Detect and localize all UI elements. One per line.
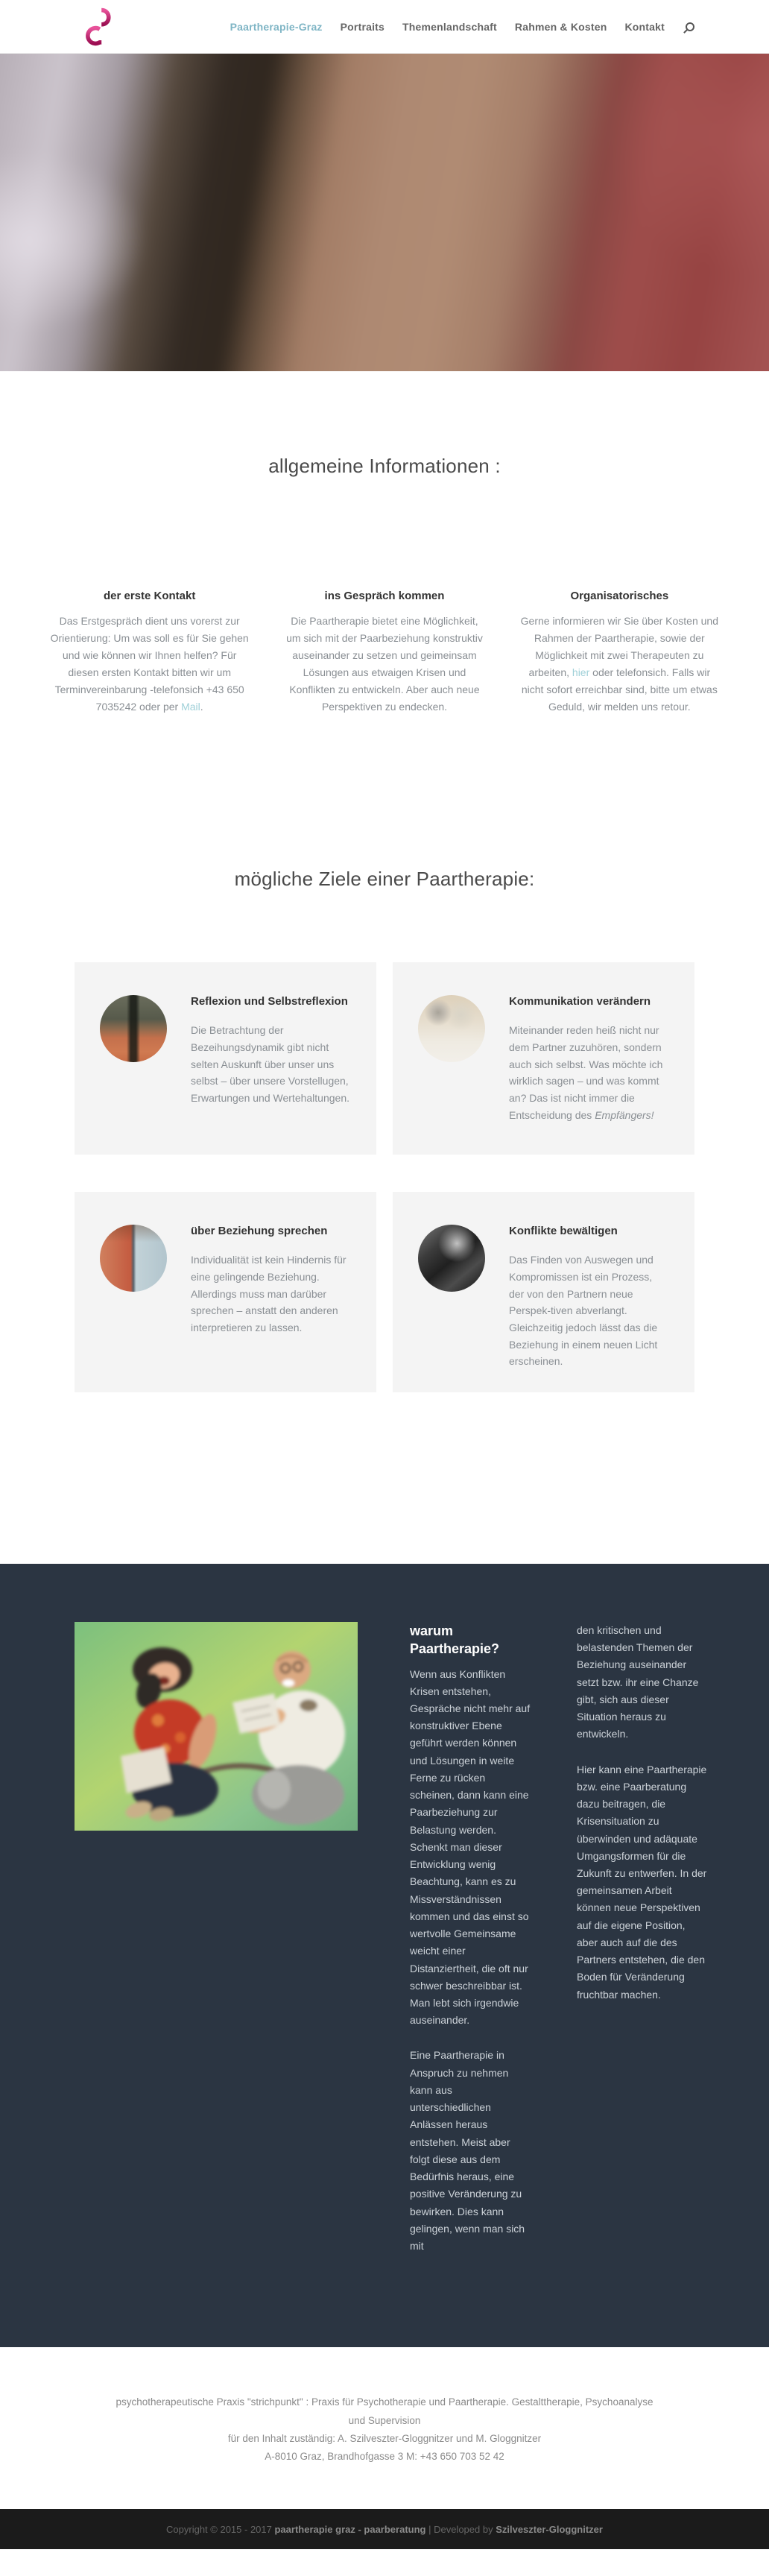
site-logo[interactable] — [78, 6, 114, 48]
info-col-title: der erste Kontakt — [103, 590, 196, 602]
info-section — [0, 371, 769, 716]
card-title: Reflexion und Selbstreflexion — [191, 994, 348, 1008]
copyright-bar — [0, 2509, 769, 2549]
footer-responsible-line: für den Inhalt zuständig: A. Szilveszter-Gloggnitzer und M. Gloggnitzer — [227, 2432, 542, 2444]
card-konflikte — [393, 1192, 694, 1392]
nav-item-paartherapie-graz[interactable]: Paartherapie-Graz — [230, 20, 323, 33]
info-col-text-end: . — [200, 700, 203, 713]
card-text-main: Die Betrachtung der Bezeihungsdynamik gibt nicht selten Auskunft über unser uns selbst – über unsere Vorstellugen, Erwartungen und Wertehaltungen. — [191, 1024, 349, 1104]
why-inner — [75, 1622, 769, 2273]
why-right-paragraph-1: den kritischen und belastenden Themen der Beziehung auseinander setzt bzw. ihr eine Chanze gibt, sich aus dieser Situation heraus zu entwickeln. — [577, 1623, 699, 1740]
mail-link[interactable]: Mail — [181, 700, 200, 713]
info-col-text-end: oder telefonsich. Falls wir nicht sofort erreichbar sind, bitte um etwas Geduld, wir melden uns retour. — [521, 666, 718, 713]
info-col-text-start: Das Erstgespräch dient uns vorerst zur Orientierung: Um was soll es für Sie gehen und wie können wir Ihnen helfen? Für diesen ersten Kontakt bitten wir um Terminvereinbarung -telefonsich +43 650 7035242 oder per — [50, 615, 249, 713]
card-text — [191, 1022, 349, 1106]
split-bedroom-photo — [100, 1225, 167, 1292]
info-col-erster-kontakt — [48, 590, 250, 716]
card-text-main: Miteinander reden heiß nicht nur dem Partner zuzuhören, sondern auch sich selbst. Was möchte ich wirklich sagen – und was kommt an? Das ist nicht immer die Entscheidung des — [509, 1024, 663, 1121]
info-columns — [48, 590, 721, 716]
why-section — [0, 1564, 769, 2347]
hier-link[interactable]: hier — [572, 666, 590, 678]
main-nav — [230, 21, 694, 33]
card-title: Kommunikation verändern — [509, 994, 651, 1008]
copyright-brand: paartherapie graz - paarberatung — [274, 2523, 426, 2535]
nav-item-kontakt[interactable]: Kontakt — [624, 20, 665, 33]
info-section-heading: allgemeine Informationen : — [268, 455, 501, 477]
why-right-paragraph-2: Hier kann eine Paartherapie bzw. eine Paarberatung dazu beitragen, die Krisensituation zu überwinden und adäquate Umgangsformen für die Zukunft zu entwerfen. In der gemeinsamen Arbeit können neue Perspektiven auf die eigene Position, aber auch auf die des Partners entstehen, die den Boden für Veränderung fruchtbar machen. — [577, 1763, 707, 2001]
card-text-italic: Empfängers! — [595, 1108, 654, 1121]
footer-info — [0, 2347, 769, 2509]
nav-item-portraits[interactable]: Portraits — [340, 20, 385, 33]
card-reflexion — [75, 962, 376, 1155]
info-col-ins-gespraech — [283, 590, 485, 716]
footer-practice-line: psychotherapeutische Praxis "strichpunkt" : Praxis für Psychotherapie und Paartherapie. Gestalttherapie, Psychoanalyse und Supervision — [115, 2396, 654, 2426]
card-text — [509, 1251, 668, 1370]
info-col-text — [48, 613, 250, 716]
card-body — [191, 1219, 354, 1336]
info-col-text — [519, 613, 721, 716]
nav-item-themenlandschaft[interactable]: Themenlandschaft — [402, 20, 497, 33]
laughing-couple-painting — [75, 1622, 358, 1831]
card-body — [509, 1219, 672, 1370]
search-icon[interactable] — [686, 22, 694, 31]
grieving-woman-photo — [418, 1225, 485, 1292]
info-col-text — [283, 613, 485, 716]
card-kommunikation — [393, 962, 694, 1155]
card-body — [509, 989, 672, 1124]
card-text-main: Individualität ist kein Hindernis für eine gelingende Beziehung. Allerdings muss man darüber sprechen – anstatt den anderen interpretieren zu lassen. — [191, 1254, 346, 1333]
goals-section — [0, 716, 769, 1392]
card-text — [509, 1022, 668, 1123]
why-column-right — [577, 1622, 708, 2273]
info-col-title: ins Gespräch kommen — [324, 590, 445, 602]
footer-address-line: A-8010 Graz, Brandhofgasse 3 M: +43 650 703 52 42 — [265, 2451, 504, 2463]
strichpunkt-logo-icon — [78, 6, 114, 48]
copyright-author: Szilveszter-Gloggnitzer — [496, 2523, 603, 2535]
hero-blurred-couple-photo — [0, 54, 769, 371]
info-col-title: Organisatorisches — [570, 590, 669, 602]
why-column-left — [410, 1622, 532, 2273]
copyright-prefix: Copyright © 2015 - 2017 — [166, 2523, 275, 2535]
why-left-paragraph-1: Wenn aus Konflikten Krisen entstehen, Gespräche nicht mehr auf konstruktiver Ebene geführt werden können und Lösungen in weite Ferne zu rücken scheinen, dann kann eine Paarbeziehung zur Belastung werden. Schenkt man dieser Entwicklung wenig Beachtung, kann es zu Missverständnissen kommen und das einst so wertvolle Gemeinsame weicht einer Distanziertheit, die oft nur schwer beschreibbar ist. Man lebt sich irgendwie auseinander. — [410, 1667, 531, 2027]
card-body — [191, 989, 354, 1107]
card-title: über Beziehung sprechen — [191, 1224, 328, 1237]
why-heading: warum Paartherapie? — [410, 1623, 500, 1657]
card-text-main: Das Finden von Auswegen und Kompromissen ist ein Prozess, der von den Partnern neue Perspek-tiven abverlangt. Gleichzeitig jedoch lässt das die Beziehung in einem neuen Licht erscheinen. — [509, 1254, 658, 1368]
info-col-organisatorisches — [519, 590, 721, 716]
mirrored-woman-photo — [100, 995, 167, 1062]
card-title: Konflikte bewältigen — [509, 1224, 618, 1237]
copyright-middle: | Developed by — [425, 2523, 496, 2535]
site-header — [0, 0, 769, 54]
elderly-couple-photo — [418, 995, 485, 1062]
info-col-text-start: Die Paartherapie bietet eine Möglichkeit, um sich mit der Paarbeziehung konstruktiv auseinander zu setzen und geimeinsam Lösungen aus etwaigen Krisen und Konflikten zu entwickeln. Aber auch neue Perspektiven zu endecken. — [286, 615, 483, 713]
nav-item-rahmen-kosten[interactable]: Rahmen & Kosten — [514, 20, 607, 33]
card-text — [191, 1251, 349, 1336]
goals-section-heading: mögliche Ziele einer Paartherapie: — [234, 867, 535, 890]
card-beziehung — [75, 1192, 376, 1392]
info-col-text-start: Gerne informieren wir Sie über Kosten und Rahmen der Paartherapie, sowie der Möglichkeit mit zwei Therapeuten zu arbeiten, — [520, 615, 718, 678]
goals-cards-grid — [75, 962, 694, 1392]
why-left-paragraph-2: Eine Paartherapie in Anspruch zu nehmen kann aus unterschiedlichen Anlässen heraus entstehen. Meist aber folgt diese aus dem Bedürfnis heraus, eine positive Veränderung zu bewirken. Dies kann gelingen, wenn man sich mit — [410, 2049, 525, 2253]
hero-image — [0, 54, 769, 371]
